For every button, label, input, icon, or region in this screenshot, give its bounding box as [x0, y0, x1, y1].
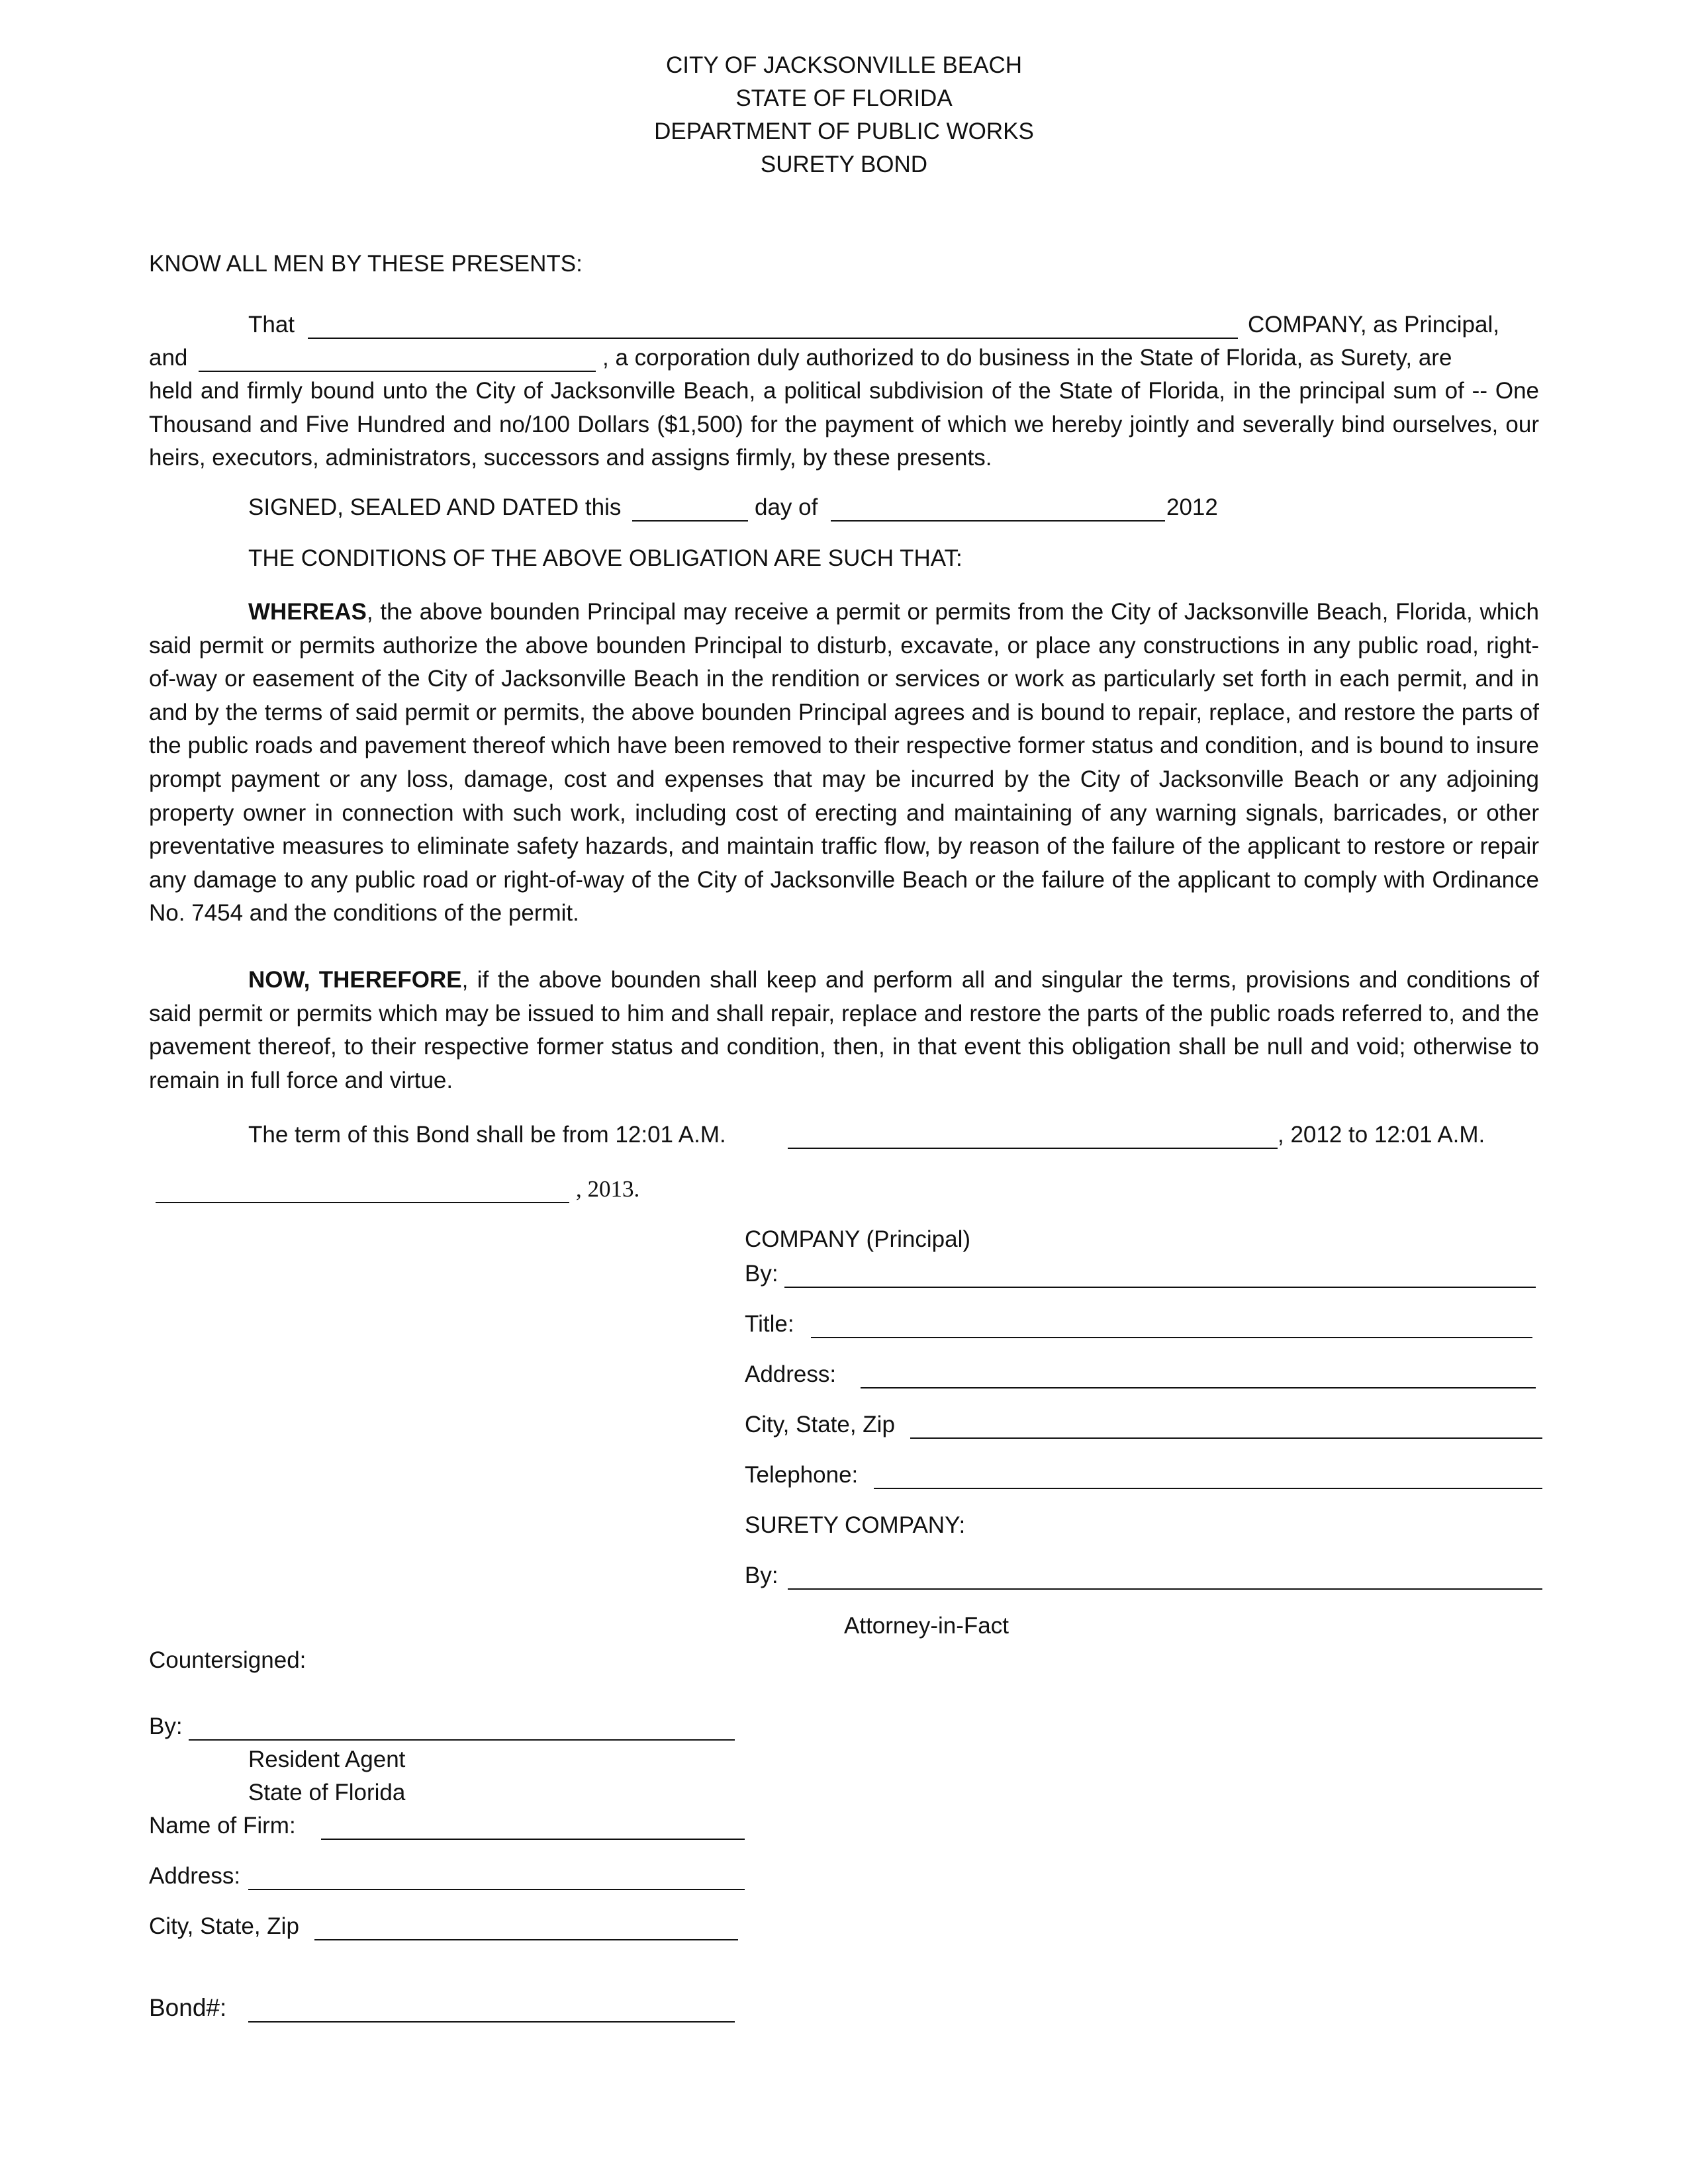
- countersigned-address-label: Address:: [149, 1863, 241, 1889]
- bond-number-label: Bond#:: [149, 1994, 227, 2021]
- principal-heading: COMPANY (Principal): [745, 1226, 970, 1252]
- resident-agent-label: Resident Agent: [248, 1747, 406, 1772]
- term-label: The term of this Bond shall be from 12:01 A.M.: [248, 1122, 726, 1148]
- whereas-label: WHEREAS: [248, 599, 367, 625]
- bond-number-line[interactable]: [248, 2021, 735, 2023]
- now-therefore-text: , if the above bounden shall keep and perform all and singular the terms, provisions and conditions of said permit or permits which may be issued to him and shall repair, replace and restore the parts of the public roads referred to, and the pavement thereof, to their respective former status and condition, then, in that event this obligation shall be null and void; otherwise to remain in full force and virtue.: [149, 967, 1539, 1093]
- term-end-year: , 2013.: [576, 1176, 640, 1202]
- telephone-line[interactable]: [874, 1488, 1542, 1489]
- header-state: STATE OF FLORIDA: [735, 85, 953, 111]
- whereas-paragraph: [149, 596, 1539, 931]
- title-line[interactable]: [811, 1337, 1532, 1338]
- now-therefore-paragraph: [149, 964, 1539, 1097]
- signed-year: 2012: [1166, 494, 1218, 520]
- day-of-label: day of: [755, 494, 818, 520]
- surety-text: , a corporation duly authorized to do business in the State of Florida, as Surety, are: [602, 345, 1452, 371]
- principal-name-line[interactable]: [308, 338, 1238, 339]
- countersigned-city-label: City, State, Zip: [149, 1913, 299, 1939]
- signed-day-line[interactable]: [632, 520, 748, 522]
- principal-address-label: Address:: [745, 1361, 837, 1387]
- now-therefore-label: NOW, THEREFORE: [248, 967, 462, 993]
- company-as-principal: COMPANY, as Principal,: [1248, 312, 1499, 338]
- countersigned-by-line[interactable]: [189, 1739, 735, 1741]
- surety-by-line[interactable]: [788, 1588, 1542, 1590]
- term-suffix: , 2012 to 12:01 A.M.: [1278, 1122, 1485, 1148]
- term-end-line[interactable]: [156, 1202, 569, 1203]
- state-of-florida-label: State of Florida: [248, 1780, 406, 1805]
- attorney-in-fact-label: Attorney-in-Fact: [844, 1613, 1009, 1639]
- countersigned-address-line[interactable]: [248, 1889, 745, 1890]
- principal-city-label: City, State, Zip: [745, 1412, 895, 1437]
- header-title: SURETY BOND: [760, 152, 928, 177]
- title-label: Title:: [745, 1311, 794, 1337]
- conditions-heading: THE CONDITIONS OF THE ABOVE OBLIGATION ARE SUCH THAT:: [248, 545, 962, 571]
- name-of-firm-label: Name of Firm:: [149, 1813, 296, 1839]
- surety-name-line[interactable]: [199, 371, 596, 372]
- principal-sum-paragraph: held and firmly bound unto the City of Jacksonville Beach, a political subdivision of the State of Florida, in the principal sum of -- One Thousand and Five Hundred and no/100 Dollars ($1,500) for the payment of which we hereby jointly and severally bind ourselves, our heirs, executors, administrators, successors and assigns firmly, by these presents.: [149, 378, 1539, 471]
- principal-address-line[interactable]: [861, 1387, 1536, 1388]
- surety-by-label: By:: [745, 1563, 778, 1588]
- principal-by-line[interactable]: [784, 1287, 1536, 1288]
- telephone-label: Telephone:: [745, 1462, 859, 1488]
- and-label: and: [149, 345, 188, 371]
- countersigned-by-label: By:: [149, 1713, 183, 1739]
- signed-label: SIGNED, SEALED AND DATED this: [248, 494, 622, 520]
- term-start-line[interactable]: [788, 1148, 1278, 1149]
- header-city: CITY OF JACKSONVILLE BEACH: [665, 52, 1023, 78]
- intro-heading: KNOW ALL MEN BY THESE PRESENTS:: [149, 251, 583, 277]
- principal-city-line[interactable]: [910, 1437, 1542, 1439]
- countersigned-city-line[interactable]: [314, 1939, 738, 1940]
- that-label: That: [248, 312, 295, 338]
- signed-month-line[interactable]: [831, 520, 1165, 522]
- name-of-firm-line[interactable]: [321, 1839, 745, 1840]
- surety-company-label: SURETY COMPANY:: [745, 1512, 966, 1538]
- principal-by-label: By:: [745, 1261, 778, 1287]
- header-department: DEPARTMENT OF PUBLIC WORKS: [654, 118, 1034, 144]
- whereas-text: , the above bounden Principal may receive a permit or permits from the City of Jacksonville Beach, Florida, which said permit or permits authorize the above bounden Principal to disturb, excavate, or place any constructions in any public road, right-of-way or easement of the City of Jacksonville Beach in the rendition or services or work as particularly set forth in each permit, and in and by the terms of said permit or permits, the above bounden Principal agrees and is bound to repair, replace, and restore the parts of the public roads and pavement thereof which have been removed to their respective former status and condition, and is bound to insure prompt payment or any loss, damage, cost and expenses that may be incurred by the City of Jacksonville Beach or any adjoining property owner in connection with such work, including cost of erecting and maintaining of any warning signals, barricades, or other preventative measures to eliminate safety hazards, and maintain traffic flow, by reason of the failure of the applicant to restore or repair any damage to any public road or right-of-way of the City of Jacksonville Beach or the failure of the applicant to comply with Ordinance No. 7454 and the conditions of the permit.: [149, 599, 1539, 927]
- countersigned-heading: Countersigned:: [149, 1647, 306, 1673]
